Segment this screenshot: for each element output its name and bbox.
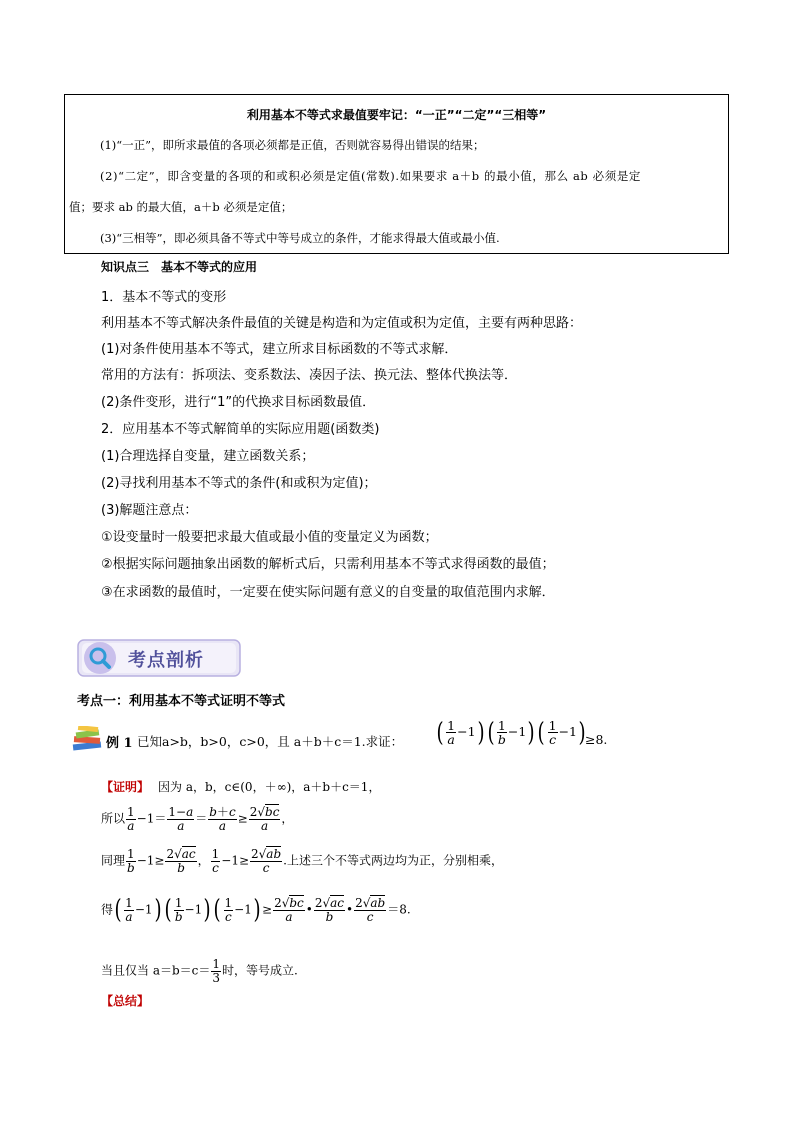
proof-line-5: 当且仅当 a＝b＝c＝ $\frac{1}{3}$ 时，等号成立. [101, 957, 298, 985]
paragraph-7: (3)解题注意点： [101, 503, 198, 518]
proof-when: 当且仅当 a＝b＝c＝ [101, 963, 211, 978]
note-line-2: (2)“二定”，即含变量的各项的和或积必须是定值(常数).如果要求 a＋b 的最小值，那么 ab 必须是定 [100, 169, 642, 183]
proof-line-3: 同理 $\frac{1}{b}$ −1≥ $\frac{2√ac}{b}$ ， $\frac{1}{c}$ −1≥ $\frac{2√ab}{c}$ .上述三个不等式两边均为正，分别相乘， [101, 847, 503, 875]
example-expression: ( $\frac{1}{a}$ −1) ( $\frac{1}{b}$ −1) ( $\frac{1}{c}$ −1) [436, 717, 586, 748]
proof-so: 所以 [101, 811, 126, 826]
subheading-2: 2．应用基本不等式解简单的实际应用题(函数类) [101, 422, 380, 437]
paragraph-8: ①设变量时一般要把求最大值或最小值的变量定义为函数； [101, 530, 438, 545]
summary-tag: 【总结】 [101, 994, 150, 1008]
section-heading: 知识点三 基本不等式的应用 [101, 260, 258, 274]
proof-line-3-tail: .上述三个不等式两边均为正，分别相乘， [283, 853, 503, 868]
proof-tag: 【证明】 [101, 780, 150, 794]
note-line-3: 值；要求 ab 的最大值，a＋b 必须是定值； [69, 200, 293, 214]
note-title: 利用基本不等式求最值要牢记：“一正”“二定”“三相等” [246, 108, 547, 122]
section-banner [76, 637, 242, 679]
paragraph-9: ②根据实际问题抽象出函数的解析式后，只需利用基本不等式求得函数的最值； [101, 557, 555, 572]
note-line-4: (3)“三相等”，即必须具备不等式中等号成立的条件，才能求得最大值或最小值. [100, 231, 500, 245]
example-statement: 已知a>b，b>0，c>0，且 a＋b＋c＝1.求证： [137, 734, 404, 749]
paragraph-5: (1)合理选择自变量，建立函数关系； [101, 449, 315, 464]
paragraph-10: ③在求函数的最值时，一定要在使实际问题有意义的自变量的取值范围内求解． [101, 585, 555, 600]
proof-line-4: 得( $\frac{1}{a}$ −1) ( $\frac{1}{b}$ −1) ( $\frac{1}{c}$ −1) ≥ $\frac{2√bc}{a}$ • $\frac{2√ac}{b}$ • $\frac{2√ab}{c}$ ＝8. [101, 895, 411, 926]
note-line-1: (1)“一正”，即所求最值的各项必须都是正值，否则就容易得出错误的结果； [100, 138, 485, 152]
note-box [64, 94, 729, 254]
proof-get: 得 [101, 902, 114, 917]
banner-label: 考点剖析 [128, 650, 204, 671]
proof-same: 同理 [101, 853, 126, 868]
paragraph-6: (2)寻找利用基本不等式的条件(和或积为定值)； [101, 476, 377, 491]
paragraph-2: (1)对条件使用基本不等式，建立所求目标函数的不等式求解． [101, 342, 458, 357]
books-icon [71, 726, 105, 752]
proof-when-tail: 时，等号成立. [222, 963, 298, 978]
example-ge8: ≥8. [585, 732, 608, 747]
subheading-1: 1．基本不等式的变形 [101, 290, 227, 305]
proof-eq8: ＝8. [387, 902, 411, 917]
point-heading: 考点一：利用基本不等式证明不等式 [77, 694, 286, 709]
paragraph-1: 利用基本不等式解决条件最值的关键是构造和为定值或积为定值，主要有两种思路： [101, 316, 583, 331]
proof-line-2: 所以 $\frac{1}{a}$ −1＝ $\frac{1-a}{a}$ ＝ $\frac{b+c}{a}$ ≥ $\frac{2√bc}{a}$ ， [101, 805, 294, 833]
paragraph-3: 常用的方法有：拆项法、变系数法、凑因子法、换元法、整体代换法等． [101, 368, 518, 383]
example-label: 例 1 [106, 736, 133, 751]
paragraph-4: (2)条件变形，进行“1”的代换求目标函数最值． [101, 395, 376, 410]
proof-line-1: 因为 a，b，c∈(0，＋∞)，a＋b＋c＝1， [158, 780, 381, 794]
